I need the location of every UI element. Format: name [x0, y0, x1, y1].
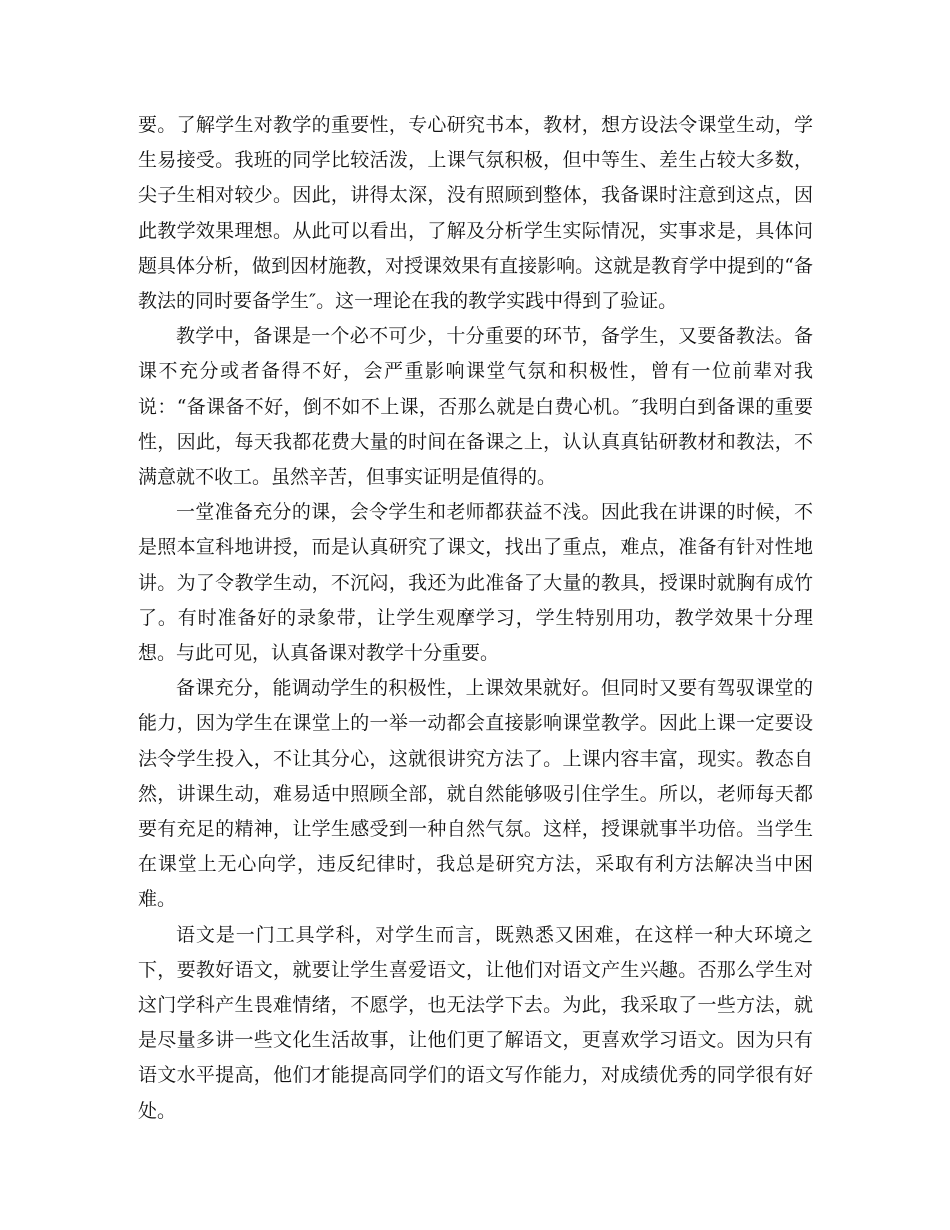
paragraph-chinese-subject: 语文是一门工具学科，对学生而言，既熟悉又困难，在这样一种大环境之下，要教好语文，就要让学生喜爱语文，让他们对语文产生兴趣。否那么学生对这门学科产生畏难情绪，不愿学，也无法学下去。为此，我采取了一些方法，就是尽量多讲一些文化生活故事，让他们更了解语文，更喜欢学习语文。因为只有语文水平提高，他们才能提高同学们的语文写作能力，对成绩优秀的同学很有好处。 — [138, 923, 813, 1122]
paragraph-well-prepared-class: 一堂准备充分的课，会令学生和老师都获益不浅。因此我在讲课的时候，不是照本宣科地讲授，而是认真研究了课文，找出了重点，难点，准备有针对性地讲。为了令教学生动，不沉闷，我还为此准备了大量的教具，授课时就胸有成竹了。有时准备好的录象带，让学生观摩学习，学生特别用功，教学效果十分理想。与此可见，认真备课对教学十分重要。 — [138, 501, 813, 665]
document-body — [138, 108, 813, 1129]
paragraph-continued: 要。了解学生对教学的重要性，专心研究书本，教材，想方设法令课堂生动，学生易接受。我班的同学比较活泼，上课气氛积极，但中等生、差生占较大多数，尖子生相对较少。因此，讲得太深，没有照顾到整体，我备课时注意到这点，因此教学效果理想。从此可以看出，了解及分析学生实际情况，实事求是，具体问题具体分析，做到因材施教，对授课效果有直接影响。这就是教育学中提到的“备教法的同时要备学生″。这一理论在我的教学实践中得到了验证。 — [138, 114, 813, 313]
paragraph-classroom-control: 备课充分，能调动学生的积极性，上课效果就好。但同时又要有驾驭课堂的能力，因为学生在课堂上的一举一动都会直接影响课堂教学。因此上课一定要设法令学生投入，不让其分心，这就很讲究方法了。上课内容丰富，现实。教态自然，讲课生动，难易适中照顾全部，就自然能够吸引住学生。所以，老师每天都要有充足的精神，让学生感受到一种自然气氛。这样，授课就事半功倍。当学生在课堂上无心向学，违反纪律时，我总是研究方法，采取有利方法解决当中困难。 — [138, 677, 813, 911]
paragraph-lesson-preparation: 教学中，备课是一个必不可少，十分重要的环节，备学生，又要备教法。备课不充分或者备得不好，会严重影响课堂气氛和积极性，曾有一位前辈对我说：“备课备不好，倒不如不上课，否那么就是白费心机。″我明白到备课的重要性，因此，每天我都花费大量的时间在备课之上，认认真真钻研教材和教法，不满意就不收工。虽然辛苦，但事实证明是值得的。 — [138, 325, 813, 489]
